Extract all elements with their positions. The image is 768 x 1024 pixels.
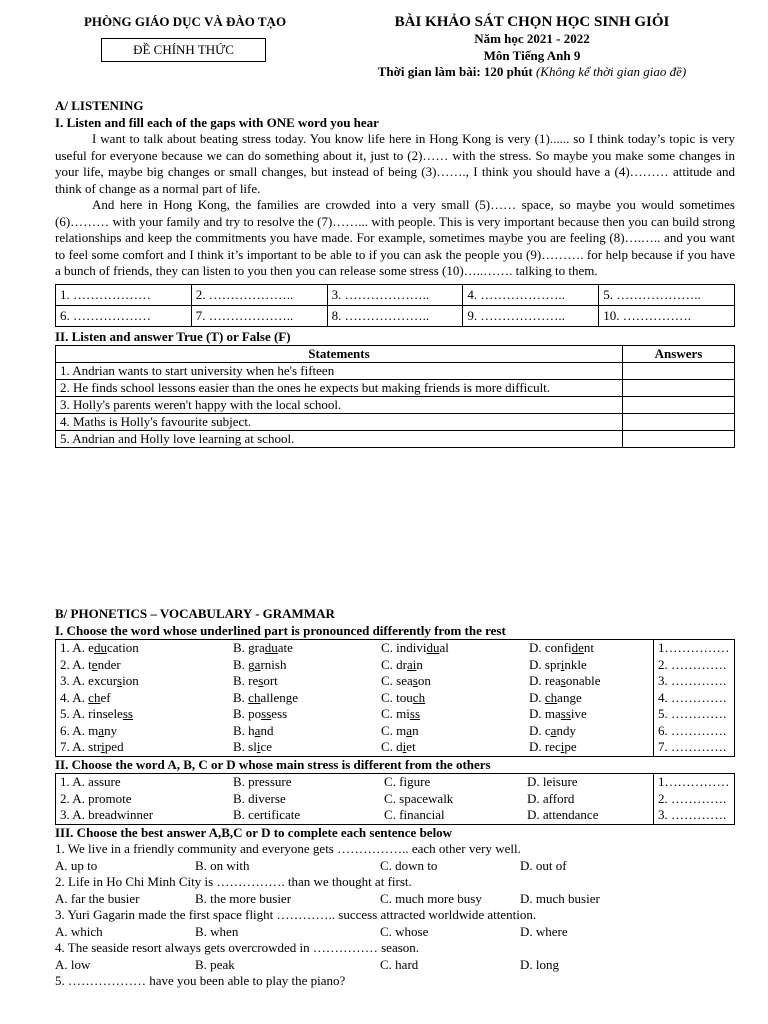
word-part: B. po [233,706,262,721]
answer-option[interactable]: C. much more busy [380,890,482,906]
option-d [525,723,654,740]
option-b [229,657,377,674]
statement-answer-cell [623,380,735,397]
underlined-part: du [93,640,107,655]
phonetics-part2-title: II. Choose the word A, B, C or D whose main stress is different from the others [55,756,491,772]
word-part: nt [583,640,595,655]
stress-option: 2. A. promote [60,790,132,806]
answer-option[interactable]: A. which [55,923,103,939]
word-part: nder [97,656,121,672]
option-d [525,690,654,707]
word-part: ion [122,673,139,688]
statement-row [56,431,735,448]
question-text: 5. ……………… have you been able to play the piano? [55,973,346,988]
statements-header: Statements [56,346,623,363]
answer-blank: 3. …………. [654,807,735,824]
underlined-part: i [256,739,261,754]
option-b [229,690,377,707]
word-part: 7. A. str [60,739,102,754]
word-part: B. g [233,656,255,672]
listening-section [55,98,735,448]
word-part: C. dr [381,656,407,672]
word-part: B. re [233,673,259,688]
word-part: B. [233,689,249,705]
word-part: cation [106,640,139,655]
gap-answer-cell: 1. ……………… [56,284,192,305]
stress-option: C. spacewalk [384,790,454,806]
answer-option[interactable]: C. whose [380,923,429,939]
question-list [55,841,735,990]
statement-answer-cell [623,363,735,380]
statement-row [56,414,735,431]
question-options [55,858,735,875]
underlined-part: a [254,722,261,738]
option-a [56,657,230,674]
statement-text: 5. Andrian and Holly love learning at school. [56,431,623,448]
stress-table [55,773,735,825]
underlined-part: ch [88,689,101,705]
word-part: ny [104,722,118,738]
word-part: C. m [381,722,407,738]
answer-blank: 3. …………. [654,673,735,690]
answer-blank: 7. …………. [654,739,735,756]
gap-answer-cell: 8. ……………….. [327,305,463,326]
pronunciation-row [56,640,735,657]
statement-row [56,380,735,397]
phonetics-section [55,606,735,990]
underlined-part: de [571,640,584,655]
statement-answer-cell [623,414,735,431]
underlined-part: i [101,739,105,754]
word-part: B. h [233,722,255,738]
option-b [229,673,377,690]
answer-blank: 1…………… [654,640,735,657]
word-part: ef [100,689,111,705]
word-part: al [439,640,449,655]
option-b [229,723,377,740]
option-c [377,723,525,740]
underlined-part: ss [560,706,571,721]
answer-option[interactable]: C. down to [380,857,438,873]
underlined-part: s [117,673,123,688]
underlined-part: ss [409,706,421,721]
word-part: D. [529,689,545,705]
underlined-part: a [550,722,557,738]
word-part: 5. A. rinsele [60,706,123,721]
underlined-part: s [258,673,264,688]
answer-option[interactable]: A. far the busier [55,890,140,906]
gap-answer-cell: 6. ……………… [56,305,192,326]
listening-part1-title: I. Listen and fill each of the gaps with ONE word you hear [55,114,379,130]
answer-option[interactable]: A. up to [55,857,98,873]
word-part: et [406,739,416,754]
option-c [377,673,525,690]
gap-answer-table [55,284,735,327]
word-part: 6. A. m [60,722,99,738]
underlined-part: i [402,739,407,754]
word-part: ort [263,673,278,688]
answer-option[interactable]: D. out of [520,857,567,873]
option-d [525,640,654,657]
option-b [229,706,377,723]
pronunciation-row [56,723,735,740]
time-line [322,64,742,81]
question-options [55,957,735,974]
statement-text: 1. Andrian wants to start university when he's fifteen [56,363,623,380]
phonetics-heading: B/ PHONETICS – VOCABULARY - GRAMMAR [55,606,335,621]
underlined-part: e [91,656,98,672]
underlined-part: ss [122,706,133,721]
word-part: pe [564,739,577,754]
word-part: C. indivi [381,640,427,655]
underlined-part: a [406,722,413,738]
word-part: 1. A. e [60,640,94,655]
word-part: B. gra [233,640,265,655]
option-d [525,739,654,756]
pronunciation-table [55,639,735,757]
stress-option: 1. A. assure [60,774,121,789]
gap-answer-cell: 4. ……………….. [463,284,599,305]
subject: Môn Tiếng Anh 9 [483,47,581,63]
phonetics-part3-title: III. Choose the best answer A,B,C or D to complete each sentence below [55,824,453,840]
word-part: D. rec [529,739,561,754]
statement-answer-cell [623,397,735,414]
option-a [56,673,230,690]
word-part: allenge [260,689,298,705]
statement-row [56,363,735,380]
gap-answer-cell: 2. ……………….. [191,284,327,305]
pronunciation-row [56,690,735,707]
time-label: Thời gian làm bài: 120 phút [377,64,533,79]
gap-answer-cell: 3. ……………….. [327,284,463,305]
underlined-part: i [560,739,565,754]
pronunciation-row [56,657,735,674]
exam-header [322,14,742,81]
underlined-part: a [98,722,105,738]
underlined-part: s [412,673,418,688]
underlined-part: s [560,673,566,688]
word-part: onable [565,673,601,688]
option-d [525,706,654,723]
question-text: 3. Yuri Gagarin made the first space flight ………….. success attracted worldwide attention. [55,907,537,922]
statement-text: 3. Holly's parents weren't happy with the local school. [56,397,623,414]
word-part: C. tou [381,689,413,705]
stress-option: B. pressure [233,774,292,789]
stress-option: D. leisure [527,774,578,789]
option-a [56,739,230,756]
underlined-part: ch [412,689,426,705]
stress-option: C. financial [384,807,445,822]
word-part: ange [557,689,582,705]
underlined-part: du [264,640,278,655]
underlined-part: ss [261,706,272,721]
word-part: C. sea [381,673,413,688]
word-part: D. rea [529,673,561,688]
pronunciation-row [56,739,735,756]
word-part: ndy [556,722,576,738]
gap-answer-cell: 7. ……………….. [191,305,327,326]
word-part: nd [260,722,274,738]
word-part: D. spr [529,656,561,672]
answer-blank: 5. …………. [654,706,735,723]
word-part: D. c [529,722,551,738]
word-part: ate [277,640,293,655]
word-part: on [417,673,431,688]
option-c [377,706,525,723]
underlined-part: ai [407,656,417,672]
answers-header: Answers [623,346,735,363]
question-text: 2. Life in Ho Chi Minh City is ……………. than we thought at first. [55,874,412,889]
stress-option: D. attendance [527,807,599,822]
option-a [56,706,230,723]
answer-blank: 1…………… [654,774,735,791]
true-false-table [55,345,735,448]
word-part: ess [271,706,288,721]
answer-blank: 4. …………. [654,690,735,707]
underlined-part: a [254,656,261,672]
stress-option: 3. A. breadwinner [60,807,154,822]
answer-option[interactable]: A. low [55,956,91,972]
school-year: Năm học 2021 - 2022 [474,31,590,46]
underlined-part: ch [544,689,558,705]
official-stamp-box: ĐỀ CHÍNH THỨC [101,38,266,62]
statement-text: 4. Maths is Holly's favourite subject. [56,414,623,431]
listening-part2-title: II. Listen and answer True (T) or False (F) [55,328,291,344]
listening-paragraph-2: And here in Hong Kong, the families are crowded into a very small (5)…… space, so maybe you would sometimes (6)……… with your family and try to resolve the (7)……... with people. This is very important because then you can build strong relationships and keep the commitments you have made. For example, sometimes maybe you are feeling (8)….….. and you want to feel some comfort and I think it’s important to be able to if you can ask the people you (9)………. for help because if you have a bunch of friends, they can listen to you then you can release some stress (10)…..……. talking to them. [55,197,735,278]
pronunciation-row [56,706,735,723]
phonetics-part1-title: I. Choose the word whose underlined part is pronounced differently from the rest [55,622,506,638]
underlined-part: ch [248,689,261,705]
option-d [525,657,654,674]
answer-option[interactable]: D. long [520,956,559,972]
gap-answer-cell: 9. ……………….. [463,305,599,326]
stress-row [56,774,735,791]
word-part: D. ma [529,706,561,721]
word-part: ped [104,739,124,754]
word-part: B. sl [233,739,257,754]
option-a [56,640,230,657]
answer-option[interactable]: B. on with [195,857,250,873]
answer-option[interactable]: B. when [195,923,239,939]
stress-option: D. afford [527,790,575,806]
question-options [55,924,735,941]
option-b [229,739,377,756]
listening-heading: A/ LISTENING [55,98,144,113]
question-options [55,891,735,908]
option-c [377,657,525,674]
word-part: C. mi [381,706,410,721]
stress-row [56,807,735,824]
exam-title: BÀI KHẢO SÁT CHỌN HỌC SINH GIỎI [394,14,670,30]
word-part: nkle [564,656,587,672]
word-part: 4. A. [60,689,89,705]
word-part: C. d [381,739,403,754]
answer-option[interactable]: C. hard [380,956,419,972]
time-note: (Không kể thời gian giao đề) [535,64,687,79]
option-a [56,690,230,707]
underlined-part: du [426,640,440,655]
pronunciation-row [56,673,735,690]
option-a [56,723,230,740]
department-name: PHÒNG GIÁO DỤC VÀ ĐÀO TẠO [83,14,287,29]
word-part: ive [570,706,587,721]
gap-answer-cell: 5. ……………….. [599,284,735,305]
answer-blank: 2. …………. [654,791,735,808]
answer-blank: 6. …………. [654,723,735,740]
option-c [377,690,525,707]
question-text: 4. The seaside resort always gets overcrowded in …………… season. [55,940,420,955]
word-part: 3. A. excur [60,673,118,688]
answer-option[interactable]: B. the more busier [195,890,292,906]
listening-paragraph-1: I want to talk about beating stress today. You know life here in Hong Kong is very (1)...... so I think today’s topic is very useful for everyone because we can do something about it, just to (2)…… with the stress. So maybe you make some changes in your life, maybe big changes or small changes, but instead of being (3)……., I think you should have a (4)……… attitude and think of change as a normal part of life. [55,131,735,196]
word-part: rnish [260,656,287,672]
stress-option: B. certificate [233,807,301,822]
statement-text: 2. He finds school lessons easier than the ones he expects but making friends is more difficult. [56,380,623,397]
option-c [377,640,525,657]
stress-row [56,791,735,808]
word-part: ce [260,739,273,754]
option-b [229,640,377,657]
gap-answer-cell: 10. ……………. [599,305,735,326]
answer-option[interactable]: D. much busier [520,890,600,906]
statement-answer-cell [623,431,735,448]
word-part: 2. A. t [60,656,92,672]
stress-option: B. diverse [233,790,286,806]
statement-row [56,397,735,414]
option-c [377,739,525,756]
answer-option[interactable]: B. peak [195,956,235,972]
answer-option[interactable]: D. where [520,923,568,939]
word-part: n [416,656,423,672]
stress-option: C. figure [384,774,431,789]
underlined-part: i [560,656,565,672]
answer-blank: 2. …………. [654,657,735,674]
word-part: D. confi [529,640,572,655]
option-d [525,673,654,690]
word-part: n [412,722,419,738]
question-text: 1. We live in a friendly community and everyone gets …………….. each other very well. [55,841,521,856]
